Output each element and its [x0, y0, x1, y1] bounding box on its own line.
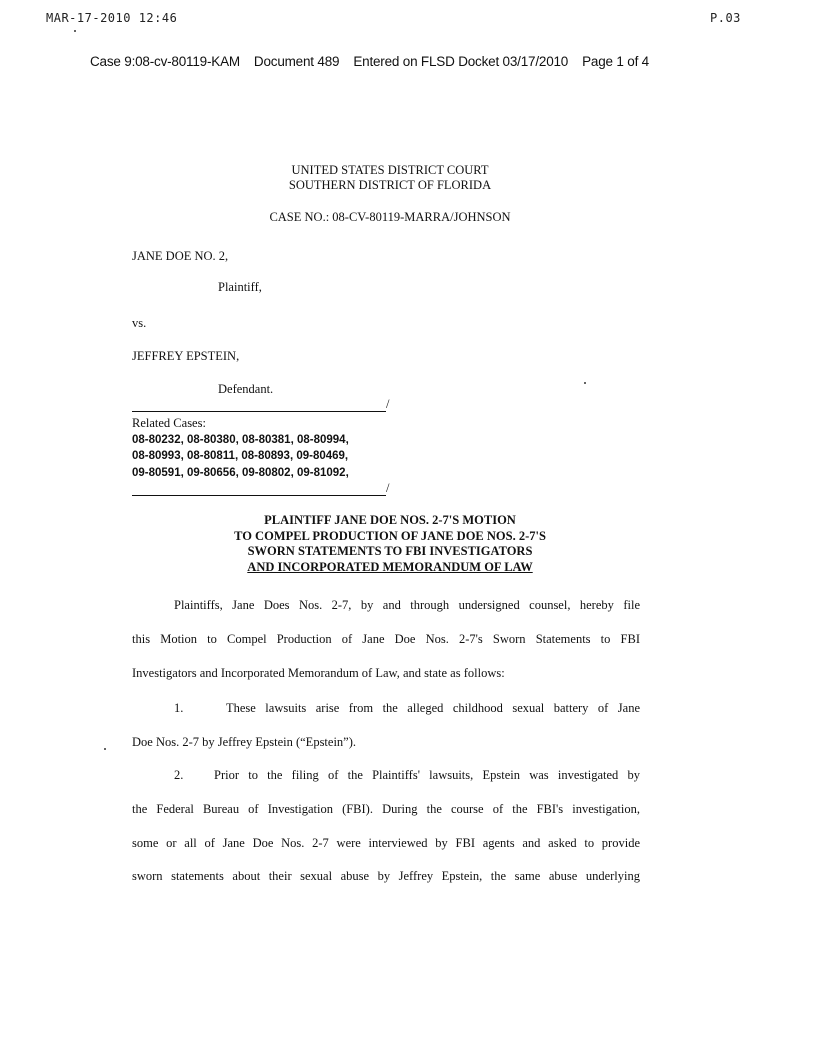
motion-title-line-2: TO COMPEL PRODUCTION OF JANE DOE NOS. 2-7'S: [234, 528, 546, 543]
intro-line-1: Plaintiffs, Jane Does Nos. 2-7, by and through undersigned counsel, hereby file: [174, 598, 640, 612]
caption-rule-top: [132, 411, 386, 412]
intro-line-2: this Motion to Compel Production of Jane Doe Nos. 2-7's Sworn Statements to FBI: [132, 632, 640, 646]
plaintiff-role: Plaintiff,: [218, 280, 262, 294]
page-of: Page 1 of 4: [582, 54, 649, 69]
paragraph-2-line-1: Prior to the filing of the Plaintiffs' lawsuits, Epstein was investigated by: [214, 768, 640, 782]
motion-title-line-3: SWORN STATEMENTS TO FBI INVESTIGATORS: [247, 544, 533, 558]
caption-slash-top: /: [386, 397, 390, 411]
motion-title-line-1: PLAINTIFF JANE DOE NOS. 2-7'S MOTION: [264, 513, 516, 527]
case-number: Case 9:08-cv-80119-KAM: [90, 54, 240, 69]
defendant-name: JEFFREY EPSTEIN,: [132, 349, 240, 363]
related-cases: [132, 415, 349, 481]
scan-speck: [104, 748, 106, 750]
paragraph-2-number: 2.: [174, 768, 184, 782]
case-no: CASE NO.: 08-CV-80119-MARRA/JOHNSON: [269, 210, 511, 224]
case-header: [90, 54, 663, 69]
paragraph-2-line-4: sworn statements about their sexual abuse by Jeffrey Epstein, the same abuse underlying: [132, 869, 640, 883]
document-number: Document 489: [253, 54, 340, 69]
motion-title: [0, 513, 780, 575]
scan-speck: [74, 30, 76, 32]
plaintiff-name: JANE DOE NO. 2,: [132, 249, 229, 263]
related-cases-line: 09-80591, 09-80656, 09-80802, 09-81092,: [132, 466, 349, 479]
paragraph-1-line-2: Doe Nos. 2-7 by Jeffrey Epstein (“Epstein”).: [132, 735, 357, 749]
court-line-1: UNITED STATES DISTRICT COURT: [291, 163, 489, 177]
related-cases-line: 08-80232, 08-80380, 08-80381, 08-80994,: [132, 433, 349, 446]
fax-page-number: P.03: [710, 11, 741, 25]
court-name: [0, 163, 780, 193]
court-line-2: SOUTHERN DISTRICT OF FLORIDA: [288, 178, 492, 192]
related-cases-label: Related Cases:: [132, 416, 206, 430]
related-cases-line: 08-80993, 08-80811, 08-80893, 09-80469,: [132, 450, 349, 462]
caption-slash-bottom: /: [386, 481, 390, 495]
intro-line-3: Investigators and Incorporated Memorandum of Law, and state as follows:: [132, 666, 505, 680]
paragraph-2-line-3: some or all of Jane Doe Nos. 2-7 were interviewed by FBI agents and asked to provide: [132, 836, 640, 850]
docket-entry: Entered on FLSD Docket 03/17/2010: [353, 54, 569, 69]
versus: vs.: [132, 316, 147, 330]
caption-rule-bottom: [132, 495, 386, 496]
paragraph-1-line-1: These lawsuits arise from the alleged childhood sexual battery of Jane: [226, 701, 640, 715]
scan-speck: [584, 382, 586, 384]
defendant-role: Defendant.: [218, 382, 274, 396]
fax-datetime: MAR-17-2010 12:46: [46, 11, 178, 25]
motion-title-line-4: AND INCORPORATED MEMORANDUM OF LAW: [247, 559, 533, 574]
paragraph-1-number: 1.: [174, 701, 184, 715]
paragraph-2-line-2: the Federal Bureau of Investigation (FBI). During the course of the FBI's investigation,: [132, 802, 640, 816]
